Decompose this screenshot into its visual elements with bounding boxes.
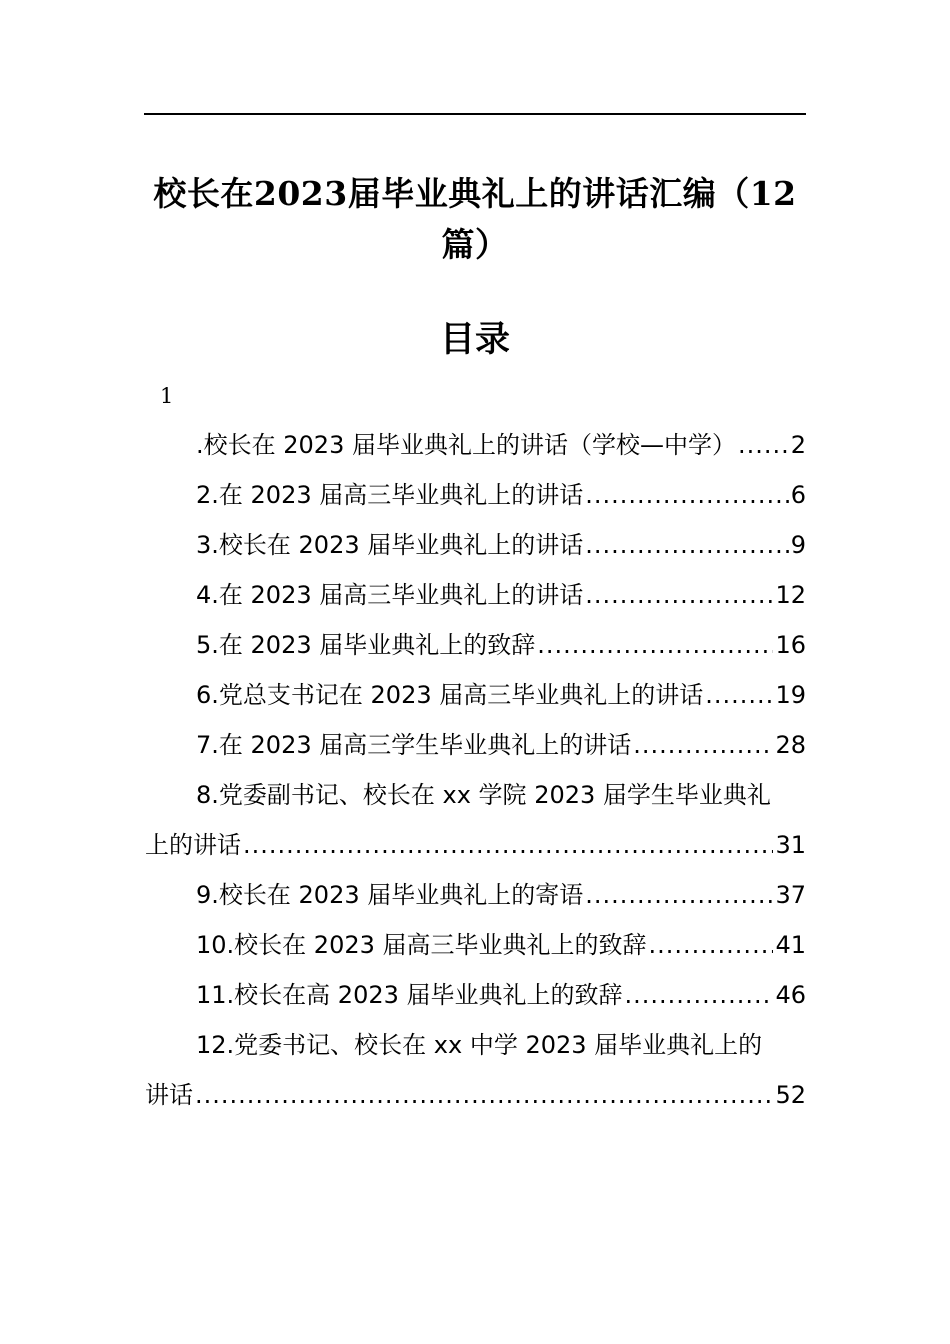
- toc-page-number: 46: [775, 981, 806, 1009]
- toc-entry-5[interactable]: [145, 620, 806, 670]
- toc-entry-4[interactable]: [145, 570, 806, 620]
- toc-page-number: 31: [775, 831, 806, 859]
- toc-dot-leader: [585, 470, 788, 520]
- toc-dot-leader: [585, 520, 788, 570]
- toc-dot-leader: [537, 620, 773, 670]
- toc-entry-title-cont: 上的讲话: [145, 831, 241, 859]
- document-title: 校长在2023届毕业典礼上的讲话汇编（12篇）: [153, 174, 797, 264]
- toc-page-number: 6: [790, 481, 806, 509]
- toc-dot-leader: [585, 570, 773, 620]
- toc-entry-title: 3.校长在 2023 届毕业典礼上的讲话: [196, 531, 584, 559]
- toc-entry-title: 6.党总支书记在 2023 届高三毕业典礼上的讲话: [196, 681, 704, 709]
- toc-entry-7[interactable]: [145, 720, 806, 770]
- toc-dot-leader: [705, 670, 773, 720]
- toc-dot-leader: [243, 820, 773, 870]
- toc-page-number: 2: [790, 431, 806, 459]
- toc-entry-title: 12.党委书记、校长在 xx 中学 2023 届毕业典礼上的: [196, 1031, 763, 1059]
- toc-entry-1[interactable]: [145, 420, 806, 470]
- toc-page-number: 37: [775, 881, 806, 909]
- toc-entry-11[interactable]: [145, 970, 806, 1020]
- toc-page-number: 16: [775, 631, 806, 659]
- toc-entry-title: 8.党委副书记、校长在 xx 学院 2023 届学生毕业典礼: [196, 781, 771, 809]
- toc-entry-title: 11.校长在高 2023 届毕业典礼上的致辞: [196, 981, 623, 1009]
- toc-heading: 目录: [439, 319, 510, 360]
- toc-entry-title-cont: 讲话: [145, 1081, 193, 1109]
- toc-page-number: 19: [775, 681, 806, 709]
- toc-entry-title: 10.校长在 2023 届高三毕业典礼上的致辞: [196, 931, 647, 959]
- toc-entry-8[interactable]: [145, 770, 806, 870]
- toc-entry-6[interactable]: [145, 670, 806, 720]
- toc-dot-leader: [633, 720, 773, 770]
- toc-entry-title: 9.校长在 2023 届毕业典礼上的寄语: [196, 881, 584, 909]
- toc-entry-title: 7.在 2023 届高三学生毕业典礼上的讲话: [196, 731, 632, 759]
- toc-entry-2[interactable]: [145, 470, 806, 520]
- toc-entry-10[interactable]: [145, 920, 806, 970]
- toc-page-number: 52: [775, 1081, 806, 1109]
- toc-page-number: 41: [775, 931, 806, 959]
- page-marker: 1: [160, 384, 174, 408]
- toc-page-number: 12: [775, 581, 806, 609]
- toc-entry-title: .校长在 2023 届毕业典礼上的讲话（学校—中学）: [196, 431, 736, 459]
- toc-entry-title: 2.在 2023 届高三毕业典礼上的讲话: [196, 481, 584, 509]
- toc-dot-leader: [195, 1070, 773, 1120]
- header-rule: [144, 113, 806, 115]
- toc-dot-leader: [625, 970, 774, 1020]
- toc-dot-leader: [738, 420, 789, 470]
- toc-entry-continuation: [145, 1070, 806, 1120]
- toc-dot-leader: [649, 920, 774, 970]
- toc-dot-leader: [585, 870, 773, 920]
- toc-entry-continuation: [145, 820, 806, 870]
- toc-entry-12[interactable]: [145, 1020, 806, 1120]
- table-of-contents: [145, 420, 806, 1120]
- toc-entry-9[interactable]: [145, 870, 806, 920]
- toc-page-number: 28: [775, 731, 806, 759]
- toc-entry-title: 4.在 2023 届高三毕业典礼上的讲话: [196, 581, 584, 609]
- toc-entry-title: 5.在 2023 届毕业典礼上的致辞: [196, 631, 536, 659]
- toc-page-number: 9: [790, 531, 806, 559]
- toc-entry-3[interactable]: [145, 520, 806, 570]
